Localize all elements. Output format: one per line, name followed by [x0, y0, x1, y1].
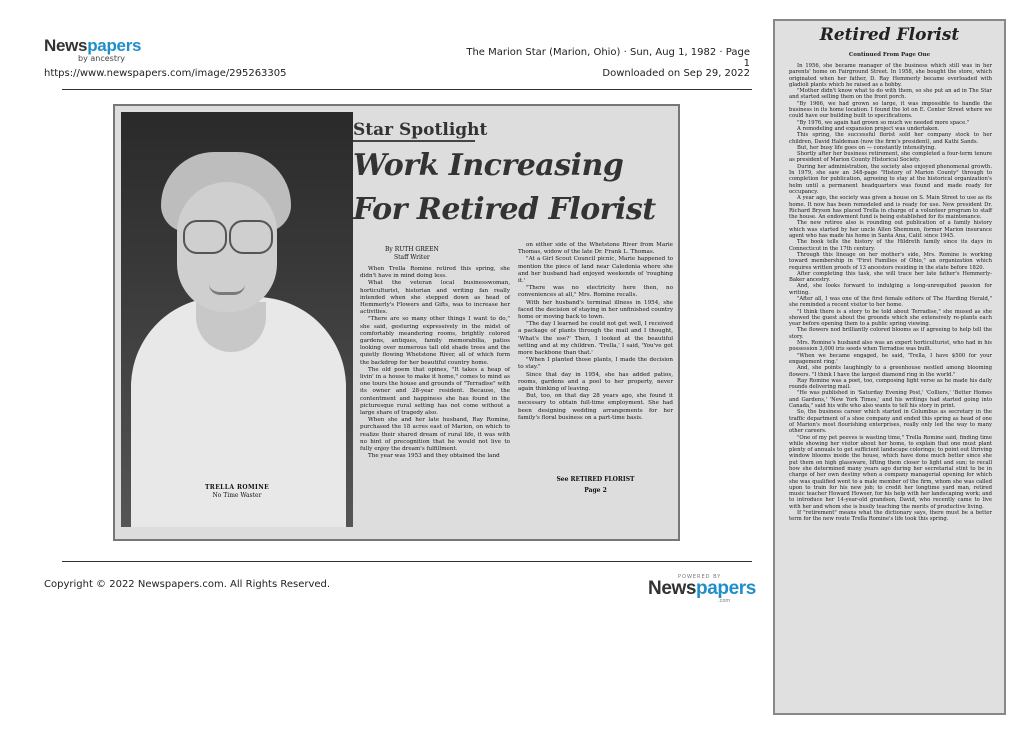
jump-line [518, 474, 673, 496]
headline-line1: Work Increasing [353, 148, 624, 183]
photo-caption [121, 484, 353, 500]
paragraph: "After all, I was one of the first female editors of The Harding Herald," she reminded a recent visitor to her home. [789, 295, 992, 309]
paragraph: Mrs. Romine's husband also was an expert horticulturist, who had in his possession 3,000 iris seeds when Terradise was built. [789, 340, 992, 353]
byline-title: Staff Writer [393, 254, 430, 261]
continuation-body [789, 63, 992, 523]
paragraph: A remodeling and expansion project was undertaken. [797, 125, 940, 132]
footer-brand-part1: News [648, 578, 697, 599]
powered-by-label: POWERED BY [678, 574, 722, 580]
photo-smile [209, 284, 245, 295]
paragraph: "There was no electricity here then, no conveniences at all," Mrs. Romine recalls. [518, 285, 673, 299]
article-column-1 [360, 266, 510, 460]
byline [385, 246, 439, 262]
caption-subtitle: No Time Waster [212, 492, 262, 499]
paragraph: The old poem that opines, "It takes a heap of livin' in a house to make it home," comes to mind as one tours the house and grounds of "Terradise" with its owner and 28-year resident. Because, the contentment and happiness she has found in the picturesque rural setting has not come without a large share of tragedy also. [360, 366, 510, 417]
jump-page: Page 2 [584, 487, 607, 494]
caption-name: TRELLA ROMINE [204, 484, 270, 491]
footer-brand-part2: papers [696, 578, 756, 599]
paragraph: This spring, the successful florist sold her company stock to her children, David Haldeman (now the firm's president), and Kathi Sands. [789, 132, 992, 145]
paragraph: "One of my pet peeves is wasting time," Trella Romine said, finding time while showing her visitor about her home, to explain that one must plant plenty of annuals to get sufficient landscape colorings; to point out thriving window blooms inside the house, which have done much better since she put them on high glassware, lifting them closer to light and sun; to recall how she determined many years ago during her secretarial stint to be in charge of her own destiny when a company managerial opening for which she was qualified went to a male member of the firm, whom she was called upon to train for his new job; to credit her longtime yard man, retired music teacher Howard Howser, for his help with her landscaping work; and to introduce her 14-year-old grandson, David, who recently came to live with her and whom she is busily teaching the merits of productive living. [789, 434, 992, 510]
paragraph: And, she points laughingly to a greenhouse nestled among blooming flowers. "I think I have the largest diamond ring in the world." [789, 365, 992, 378]
paragraph: Shortly after her business retirement, she completed a four-term tenure as president of Marion County Historical Society. [789, 151, 992, 164]
paragraph: The new retiree also is rounding out publication of a family history which was started by her uncle Allen Shemmen, former Marion insurance agent who has made his home in Santa Ana, Calif. since 1945. [789, 220, 992, 240]
footer-brand-domain: .com [718, 598, 731, 604]
paragraph: "When I planted those plants, I made the decision to stay." [518, 357, 673, 371]
paragraph: "When we became engaged, he said, 'Trella, I have $500 for your engagement ring.' [789, 352, 992, 365]
paragraph: The flowers nod brilliantly colored blooms as if agreeing to help tell the story. [789, 327, 992, 340]
paragraph: "Mother didn't know what to do with them, so she put an ad in The Star and started selling them on the front porch. [789, 88, 992, 101]
glasses-left [183, 220, 227, 254]
newspapers-logo[interactable] [44, 36, 141, 63]
brand-part1: News [44, 36, 88, 55]
paragraph: But, her busy life goes on — constantly intensifying. [797, 144, 936, 151]
paragraph: During her administration, the society also enjoyed phenomenal growth. In 1979, she saw an 348-page "History of Marion County" through to completion for publication, agreeing to stay at the historical organization's helm until a permanent headquarters was found and made ready for occupancy. [789, 163, 992, 195]
portrait-photo [121, 112, 353, 527]
headline-line2: For Retired Florist [353, 192, 656, 227]
kicker-underline [353, 140, 475, 142]
ancestry-tagline: by ancestry [78, 54, 125, 63]
byline-name: By RUTH GREEN [385, 246, 439, 253]
paragraph: Ray Romine was a poet, too, composing light verse as he made his daily rounds delivering mail. [789, 377, 992, 391]
paragraph: With her husband's terminal illness in 1954, she faced the decision of staying in her unfinished country home or moving back to town. [518, 299, 673, 321]
image-url[interactable]: https://www.newspapers.com/image/295263305 [44, 68, 287, 79]
paragraph: "There are so many other things I want to do," she said, gesturing expressively in the midst of comfortably meandering rooms, brightly colored gardens, antiques, family memorabilia, patios looking over numerous tall old shade trees and the quietly flowing Whetstone River, all of which form the backdrop for her beautiful country home. [360, 316, 510, 366]
jump-see: See RETIRED FLORIST [556, 476, 635, 483]
footer-brand-wordmark [648, 580, 758, 598]
paragraph: "He was published in 'Saturday Evening Post,' 'Colliers,' 'Better Homes and Gardens,' 'New York Times,' and his writings had started going into Canada," said his wife who also wants to tell his story in print. [789, 390, 992, 410]
paragraph: Through this lineage on her mother's side, Mrs. Romine is working toward membership in "First Families of Ohio," an organization which requires written proofs of 13 ancestors residing in the state before 1820. [789, 251, 992, 271]
bottom-divider [62, 561, 752, 562]
paragraph: And, she looks forward to indulging a long-unrequited passion for writing. [789, 283, 992, 296]
paragraph: When she and her late husband, Ray Romine, purchased the 18 acres east of Marion, on which to realize their shared dream of rural life, it was with no hint of precognition that he would not live to fully enjoy the dream's fulfillment. [360, 417, 510, 453]
paragraph: The book tells the history of the Hildreth family since its days in Connecticut in the 17th century. [789, 239, 992, 252]
clipping-main [113, 104, 680, 541]
paragraph: But, too, on that day 28 years ago, she found it necessary to obtain full-time employment. She had been designing wedding arrangements for her family's floral business on a part-time basis. [518, 393, 673, 421]
paragraph: on either side of the Whetstone River from Marie Thomas, widow of the late Dr. Frank L. Thomas. [518, 242, 673, 256]
paragraph: In 1956, she became manager of the business which still was in her parents' home on Fairground Street. In 1958, she bought the store, which originated when her father, D. Ray Hemmerly became overloaded with gladioli plants which he raised as a hobby. [789, 63, 992, 88]
copyright-notice: Copyright © 2022 Newspapers.com. All Rights Reserved. [44, 579, 331, 590]
paragraph: "I think there is a story to be told about Terradise," she mused as she showed the guest about the grounds which she extensively re-plants each year before opening them to a public spring viewing. [789, 308, 992, 328]
paragraph: "By 1966, we had grown so large, it was impossible to handle the business in its home location. I found the lot on E. Center Street where we could have our building built to specifications. [789, 100, 992, 120]
section-kicker: Star Spotlight [353, 120, 488, 140]
paragraph: "At a Girl Scout Council picnic, Marie happened to mention the piece of land near Caledonia where she and her husband had enjoyed weekends of 'roughing it.' [518, 256, 673, 285]
paragraph: After completing this task, she will trace her late father's Hemmerly-Baker ancestry. [789, 270, 992, 284]
download-date: Downloaded on Sep 29, 2022 [602, 68, 750, 79]
continuation-title: Retired Florist [819, 25, 960, 45]
article-column-2 [518, 242, 673, 422]
continued-from-label: Continued From Page One [848, 52, 931, 58]
paragraph: When Trella Romine retired this spring, she didn't have in mind doing less. [360, 266, 510, 280]
powered-by-logo[interactable] [648, 574, 758, 604]
publication-info: The Marion Star (Marion, Ohio) · Sun, Aug 1, 1982 · Page 1 [466, 47, 750, 69]
paragraph: If "retirement" means what the dictionary says, there must be a better term for the new route Trella Romine's life took this spring. [789, 510, 992, 523]
top-divider [62, 89, 752, 90]
headline [353, 144, 673, 232]
paragraph: So, the business career which started in Columbus as secretary in the traffic department of a shoe company and ended this spring as head of one of Marion's most flourishing enterprises, really only led the way to many other careers. [789, 409, 992, 435]
brand-wordmark [44, 36, 141, 56]
paragraph: "The day I learned he could not get well, I received a package of plants through the mail and I thought, 'What's the use?' Then, I looked at the beautiful setting and at my children. 'Trella,' I said, 'You've got more backbone than that.' [518, 321, 673, 357]
paragraph: A year ago, the society was given a house on S. Main Street to use as its home. It now has been remodeled and is ready for use. New president Dr. Richard Bryson has placed Trella in charge of a volunteer program to staff the house. An endowment fund is being established for its maintenance. [789, 195, 992, 221]
paragraph: "By 1976, we again had grown so much we needed more space." [797, 119, 970, 126]
glasses-right [229, 220, 273, 254]
brand-part2: papers [87, 36, 142, 55]
paragraph: What the veteran local businesswoman, horticulturist, historian and writing fan really intended when she stepped down as head of Hemmerly's Flowers and Gifts, was to increase her activities. [360, 280, 510, 316]
paragraph: The year was 1953 and they obtained the land [368, 453, 500, 460]
paragraph: Since that day in 1954, she has added patios, rooms, gardens and a pool to her property, never again thinking of leaving. [518, 371, 673, 393]
clipping-continuation [773, 19, 1006, 715]
